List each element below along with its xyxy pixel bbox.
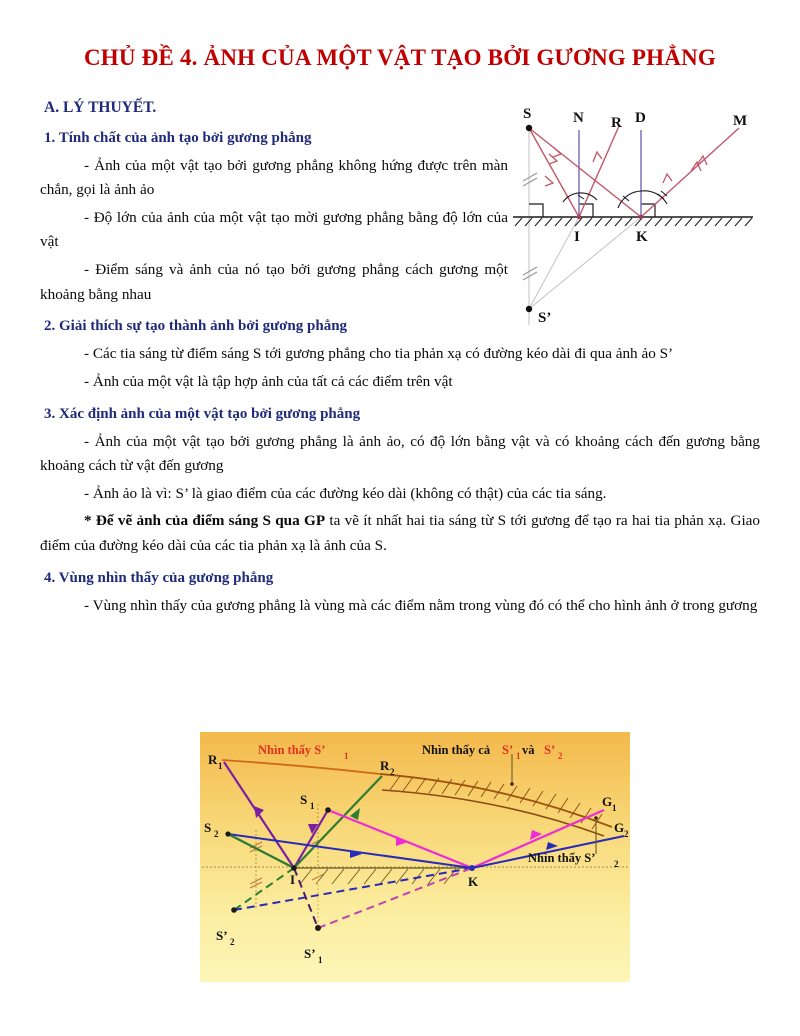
label-k-bottom: K — [468, 874, 479, 889]
svg-text:2: 2 — [624, 829, 629, 839]
label-m: M — [733, 113, 748, 129]
paragraph-8-bold: * Để vẽ ảnh của điểm sáng S qua GP — [84, 512, 326, 530]
paragraph-1: - Ảnh của một vật tạo bởi gương phẳng không hứng được trên màn chắn, gọi là ảnh ảo — [40, 156, 508, 199]
label-n: N — [573, 110, 584, 126]
svg-text:2: 2 — [390, 767, 395, 777]
point-s1 — [325, 807, 331, 813]
svg-text:và: và — [522, 743, 535, 757]
section-heading-a: A. LÝ THUYẾT. — [44, 98, 157, 116]
label-s-prime: S’ — [538, 310, 552, 326]
paragraph-6: - Ảnh của một vật tạo bởi gương phẳng là ảnh ảo, có độ lớn bằng vật và có khoảng cách đến gương bằng khoảng cách từ vật đến gương — [40, 432, 760, 475]
point-s1-image — [315, 925, 321, 931]
label-k: K — [636, 229, 648, 245]
svg-text:1: 1 — [516, 751, 521, 761]
svg-text:Nhìn thấy S’: Nhìn thấy S’ — [258, 743, 326, 757]
svg-text:S’: S’ — [304, 946, 316, 961]
paragraph-8-rest: ta vẽ ít nhất hai tia sáng từ S tới gương để tạo ra hai tia phản xạ. Giao điểm của đường kéo dài của các tia phản xạ là ảnh của S. — [40, 512, 760, 555]
svg-text:G: G — [602, 794, 613, 809]
label-d: D — [635, 110, 646, 126]
visible-region-figure — [200, 732, 630, 982]
svg-text:S’: S’ — [502, 743, 514, 757]
section-heading-2: 2. Giải thích sự tạo thành ảnh bởi gương phẳng — [44, 318, 348, 335]
leader-dot-upper — [510, 782, 514, 786]
point-s2 — [225, 831, 230, 836]
page-title: CHỦ ĐỀ 4. ẢNH CỦA MỘT VẬT TẠO BỞI GƯƠNG PHẲNG — [84, 45, 716, 70]
svg-text:1: 1 — [318, 955, 323, 965]
svg-text:2: 2 — [230, 937, 235, 947]
svg-text:2: 2 — [614, 859, 619, 869]
leader-dot-right — [594, 816, 598, 820]
svg-text:G: G — [614, 820, 625, 835]
paragraph-9: - Vùng nhìn thấy của gương phẳng là vùng mà các điểm nằm trong vùng đó có thể cho hình ảnh ở trong gương — [84, 596, 758, 614]
paragraph-5: - Ảnh của một vật là tập hợp ảnh của tất cả các điểm trên vật — [84, 372, 453, 390]
section-heading-4: 4. Vùng nhìn thấy của gương phẳng — [44, 569, 274, 586]
label-i-bottom: I — [290, 872, 296, 887]
svg-text:1: 1 — [310, 801, 315, 811]
svg-text:2: 2 — [558, 751, 563, 761]
visible-region-svg — [200, 732, 630, 982]
document-body — [0, 98, 800, 619]
svg-text:R: R — [208, 752, 218, 767]
svg-text:S: S — [204, 820, 212, 835]
svg-text:Nhìn thấy S’: Nhìn thấy S’ — [528, 851, 596, 865]
svg-text:S’: S’ — [216, 928, 228, 943]
svg-text:1: 1 — [344, 751, 349, 761]
label-r: R — [611, 115, 622, 131]
svg-text:1: 1 — [218, 761, 223, 771]
svg-text:S’: S’ — [544, 743, 556, 757]
section-heading-3: 3. Xác định ảnh của một vật tạo bởi gương phẳng — [44, 405, 361, 422]
section-heading-1: 1. Tính chất của ảnh tạo bởi gương phẳng — [44, 129, 312, 146]
svg-text:R: R — [380, 758, 390, 773]
svg-text:S: S — [300, 792, 308, 807]
paragraph-4: - Các tia sáng từ điểm sáng S tới gương phẳng cho tia phản xạ có đường kéo dài đi qua ảnh ảo S’ — [84, 345, 674, 363]
point-s2-image — [231, 907, 237, 913]
point-k-bottom — [469, 865, 475, 871]
paragraph-2: - Độ lớn của ảnh của một vật tạo mời gương phẳng bằng độ lớn của vật — [40, 208, 508, 251]
svg-text:2: 2 — [214, 829, 219, 839]
svg-text:Nhìn thấy cả: Nhìn thấy cả — [422, 743, 491, 757]
svg-text:1: 1 — [612, 803, 617, 813]
paragraph-3: - Điểm sáng và ảnh của nó tạo bởi gương phẳng cách gương một khoảng bằng nhau — [40, 261, 508, 303]
label-i: I — [574, 229, 580, 245]
label-s: S — [523, 106, 532, 122]
paragraph-7: - Ảnh ảo là vì: S’ là giao điểm của các đường kéo dài (không có thật) của các tia sáng. — [84, 484, 607, 502]
paragraph-8 — [40, 509, 760, 558]
point-i-bottom — [291, 865, 297, 871]
